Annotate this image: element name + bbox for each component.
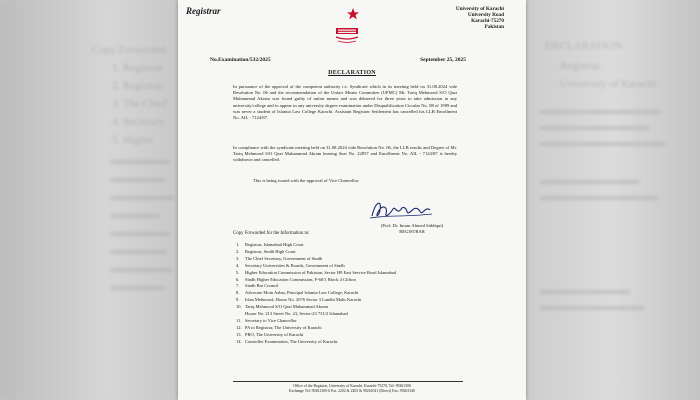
list-item-text: PRO, The University of Karachi: [245, 331, 304, 337]
list-item-number: 14.: [236, 338, 242, 344]
list-item-text: Registrar, Sindh High Court: [245, 248, 296, 254]
list-item-text: PA to Registrar, The University of Karachi: [245, 324, 322, 330]
list-item: [236, 249, 476, 256]
document-title: DECLARATION: [328, 70, 376, 76]
list-item-number: 12.: [236, 324, 242, 330]
list-item: [236, 311, 476, 318]
ghost-line: [110, 178, 165, 182]
list-item-number: 2.: [236, 248, 240, 254]
list-item-text: Higher Education Commission of Pakistan, Sector H9 East Service Road Islamabad: [245, 269, 397, 275]
ghost-text-right: University of Karachi: [560, 78, 656, 90]
list-item-text: Sindh Higher Education Commission, F-60/1 Block 4 Clifton: [245, 276, 356, 282]
blurred-background-right: [525, 0, 700, 400]
list-item-number: 13.: [236, 331, 242, 337]
list-item-number: 1.: [236, 242, 240, 247]
office-title: Registrar: [186, 6, 221, 16]
ghost-line: [540, 290, 630, 294]
paragraph-1: In pursuance of the approval of the competent authority i.e. Syndicate which in its meeting held on 31.08.2024 vide Resolution No. 06 and the recommendation of the Unfair Means Committee (UFMC) Mr. Tariq Mehmood S/O Qazi Muhammad Akram was found guilty of unfair means and was debarred for three years to take admission in any university/college and to appear in any university degree examination under Disqualification Circular No. 88 of 1989 and was never a student of Islamia Law College Karachi. Assistant Registrar Settlement has cancelled his LLB Enrollment No. AIL - 7124/87.: [233, 84, 457, 121]
list-item-text: The Chief Secretary, Government of Sindh: [245, 255, 323, 261]
copy-recipient-list: [236, 242, 476, 346]
blurred-background-left: [0, 0, 178, 400]
ghost-line: [540, 306, 645, 310]
list-item-number: 3.: [236, 255, 240, 261]
ghost-line: [540, 110, 660, 114]
address-line: Pakistan: [484, 24, 504, 30]
ghost-line: [110, 160, 170, 164]
ghost-line: [540, 180, 640, 184]
footer-line: Office of the Registrar, University of Karachi, Karachi-75270, Tel: 99261300: [293, 384, 411, 388]
ghost-line: [110, 250, 168, 254]
document-date: September 25, 2025: [420, 57, 466, 63]
list-item-text: House No. 213 Street No. 23, Sector-23 731/2 Islamabad: [245, 311, 348, 317]
list-item-number: 6.: [236, 276, 240, 282]
list-item: [236, 297, 476, 304]
list-item: [236, 332, 476, 339]
list-item: [236, 277, 476, 284]
footer-line: Exchange Tel: 99261300-6 Ext. 2202 & 2203 & 99261041 (Direct) Fax: 99261340: [289, 389, 415, 393]
list-item-text: Secretary Universities & Boards, Government of Sindh: [245, 262, 345, 268]
list-item-number: 9.: [236, 297, 240, 303]
ghost-line: [110, 268, 172, 272]
ghost-line: [110, 286, 164, 290]
ghost-text-left-heading: Copy Forwarded: [92, 44, 167, 56]
list-item: [236, 304, 476, 311]
list-item: [236, 242, 476, 249]
list-item-number: 5.: [236, 269, 240, 275]
ghost-text-left: 2. Registrar: [112, 80, 164, 92]
list-item-number: 8.: [236, 290, 240, 296]
signatory-designation: REGISTRAR: [399, 229, 425, 234]
footer: [178, 384, 526, 394]
list-item-text: Sindh Bar Council: [245, 283, 279, 289]
ghost-text-right: Registrar: [560, 60, 601, 72]
list-item-text: Advocate Moin Azhar, Principal Islamia Law College, Karachi: [245, 290, 359, 296]
address-line: University Road: [467, 12, 504, 18]
ghost-text-left: 4. Secretary: [112, 116, 165, 128]
list-item-text: Registrar, Islamabad High Court: [245, 242, 304, 247]
list-item-number: 11.: [236, 317, 242, 323]
list-item-number: 4.: [236, 262, 240, 268]
list-item-text: Controller Examination, The University of Karachi.: [245, 338, 339, 344]
paragraph-2: In compliance with the syndicate meeting held on 31.08.2024 vide Resolution No. 06, the LLB results and Degree of Mr. Tariq Mehmood S/O Qazi Muhammad Akram bearing Seat No. 22857 and Enrollment No. AIL - 7124/87 is hereby withdrawn and cancelled.: [233, 145, 457, 163]
list-item: [236, 325, 476, 332]
registrar-signature: [366, 196, 446, 224]
list-item-number: 10.: [236, 304, 242, 310]
list-item: [236, 256, 476, 263]
list-item: [236, 263, 476, 270]
list-item: [236, 290, 476, 297]
list-item: [236, 318, 476, 325]
list-item: [236, 283, 476, 290]
ghost-line: [110, 214, 160, 218]
university-address: [456, 6, 504, 30]
ghost-text-left: 3. The Chief: [112, 98, 168, 110]
list-item-text: Secretary to Vice Chancellor: [245, 317, 297, 323]
copy-forwarded-heading: Copy Forwarded for the Information to:: [233, 231, 310, 236]
list-item: [236, 339, 476, 346]
ghost-line: [540, 196, 658, 200]
declaration-document: [178, 0, 526, 400]
list-item: [236, 270, 476, 277]
ghost-line: [540, 126, 650, 130]
address-line: University of Karachi: [455, 6, 504, 12]
signatory-block: [370, 223, 454, 235]
list-item-text: Irfan Mehmood, House No. 2076 Sector 3 Landhi Malir Karachi: [245, 297, 362, 303]
ghost-text-left: 1. Registrar: [112, 62, 164, 74]
list-item-text: Tariq Mehmood S/O Qazi Muhammad Akram: [245, 304, 329, 310]
signatory-name: (Prof. Dr. Imran Ahmed Siddiqui): [380, 223, 444, 228]
reference-number: No.Examination/532/2025: [210, 57, 271, 63]
address-line: Karachi-75270: [471, 18, 504, 24]
footer-divider: [233, 381, 463, 382]
paragraph-3: This is being issued with the approval of Vice Chancellor.: [253, 178, 360, 183]
ghost-line: [540, 142, 665, 146]
ghost-line: [110, 196, 174, 200]
ghost-line: [110, 232, 170, 236]
list-item-number: 7.: [236, 283, 240, 289]
university-crest-logo: [326, 4, 368, 46]
ghost-text-right: DECLARATION: [545, 40, 622, 52]
ghost-text-left: 5. Higher: [112, 134, 154, 146]
